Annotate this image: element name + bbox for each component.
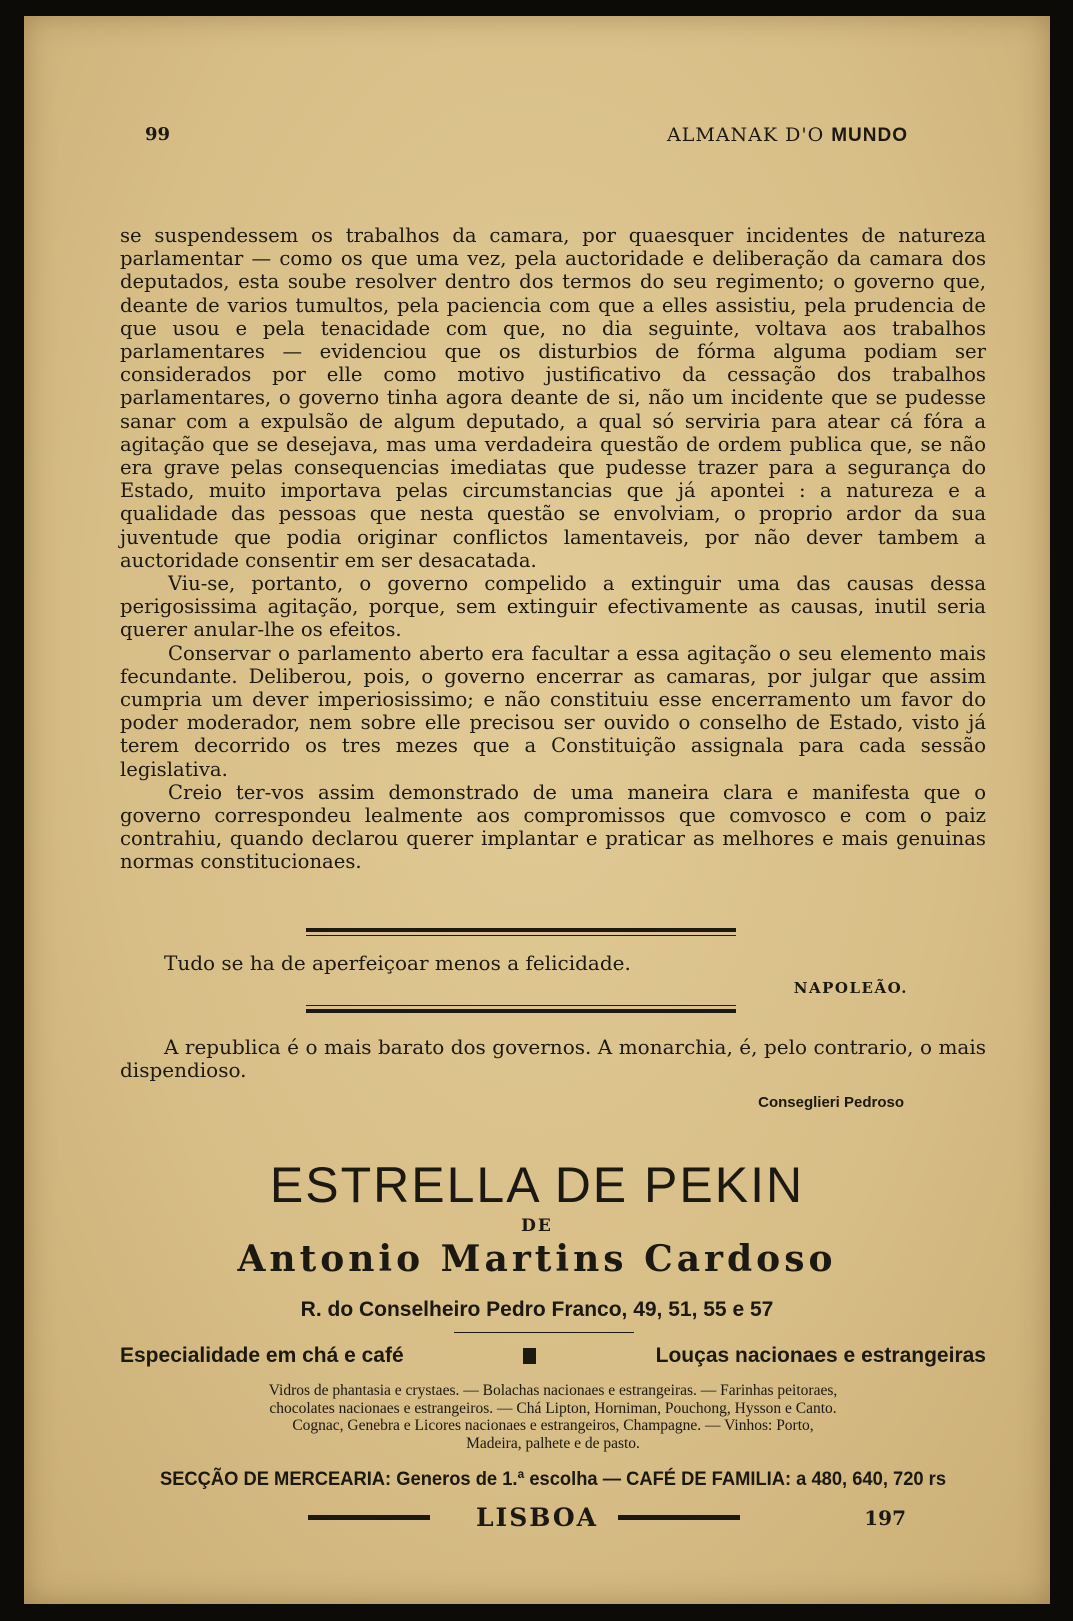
running-title [667,124,908,147]
ad-products-line: Cognac, Genebra e Licores nacionaes e estrangeiros, Champagne. — Vinhos: Porto, [292,1417,814,1434]
quote-author-pedroso: Conseglieri Pedroso [758,1094,904,1111]
divider-rule [306,935,736,936]
ad-title: ESTRELLA DE PEKIN [269,1157,805,1213]
almanac-page [24,16,1050,1604]
ad-specialty-right: Louças nacionaes e estrangeiras [655,1344,986,1367]
running-title-part1: ALMANAK D'O [667,124,825,146]
ad-mercearia: SECÇÃO DE MERCEARIA: Generos de 1.ª escolha — CAFÉ DE FAMILIA: a 480, 640, 720 rs [159,1468,947,1490]
ad-owner-name: Antonio Martins Cardoso [237,1238,837,1280]
paragraph: Conservar o parlamento aberto era facultar a essa agitação o seu elemento mais fecundante. Deliberou, pois, o governo encerrar as camaras, por julgar que assim cumpria um dever imperiosissimo; e não constituiu esse encerramento um favor do poder moderador, nem sobre elle precisou ser ouvido o conselho de Estado, visto já terem decorrido os tres mezes que a Constituição assignala para cada sessão legislativa. [120,641,986,781]
divider-rule [306,1009,736,1013]
page-number-bottom: 197 [864,1506,906,1530]
ad-products-line: Vidros de phantasia e crystaes. — Bolachas nacionaes e estrangeiras. — Farinhas peitoraes, [268,1382,838,1399]
ad-divider [454,1332,634,1333]
divider-rule [306,928,736,932]
quote-pedroso: A republica é o mais barato dos governos. A monarchia, é, pelo contrario, o mais dispendioso. [120,1035,986,1082]
ad-products-line: Madeira, palhete e de pasto. [466,1434,640,1452]
ad-products [116,1382,990,1452]
ad-specialty-left: Especialidade em chá e café [120,1344,404,1367]
ad-de: DE [521,1216,553,1236]
paragraph: Creio ter-vos assim demonstrado de uma maneira clara e manifesta que o governo correspondeu lealmente aos compromissos que comvosco e com o paiz contrahiu, quando declarou querer implantar e praticar as melhores e mais genuinas normas constitucionaes. [120,780,986,874]
ad-products-line: chocolates nacionaes e estrangeiros. — Chá Lipton, Horniman, Pouchong, Hysson e Canto. [269,1399,837,1417]
quote-napoleao: Tudo se ha de aperfeiçoar menos a felicidade. [164,951,631,975]
ad-address: R. do Conselheiro Pedro Franco, 49, 51, 55 e 57 [300,1298,774,1321]
page-number-top: 99 [145,124,171,145]
footer-rule-right [618,1515,740,1520]
page-footer [24,1503,1050,1533]
divider-rule [306,1005,736,1006]
main-text [120,224,986,874]
page-header [24,124,1050,152]
paragraph: Viu-se, portanto, o governo compelido a extinguir uma das causas dessa perigosissima agitação, porque, sem extinguir efectivamente as causas, inutil seria querer anular-lhe os efeitos. [120,572,986,642]
ad-specialties [120,1344,986,1368]
square-ornament-icon [523,1348,536,1364]
paragraph: se suspendessem os trabalhos da camara, por quaesquer incidentes de natureza parlamentar — como os que uma vez, pela auctoridade e deliberação da camara dos deputados, esta soube resolver dentro dos termos do seu regimento; o governo que, deante de varios tumultos, pela paciencia com que a elles assistiu, pela prudencia de que usou e pela tenacidade com que, no dia seguinte, voltava aos trabalhos parlamentares — evidenciou que os disturbios de fórma alguma podiam ser considerados por elle como motivo justificativo da cessação dos trabalhos parlamentares, o governo tinha agora deante de si, não um incidente que se pudesse sanar com a expulsão de algum deputado, a qual só serviria para atear cá fóra a agitação que se desejava, mas uma verdadeira questão de ordem publica que, se não era grave pelas consequencias imediatas que pudesse trazer para a segurança do Estado, muito importava pelas circumstancias que já apontei : a natureza e a qualidade das pessoas que nesta questão se envolviam, o proprio ardor da sua juventude que podia originar conflictos lamentaveis, por não dever tambem a auctoridade consentir em ser desacatada. [120,224,986,572]
footer-city: LISBOA [475,1503,599,1532]
running-title-part2: MUNDO [831,125,908,146]
quote-author-napoleao: NAPOLEÃO. [793,979,908,997]
